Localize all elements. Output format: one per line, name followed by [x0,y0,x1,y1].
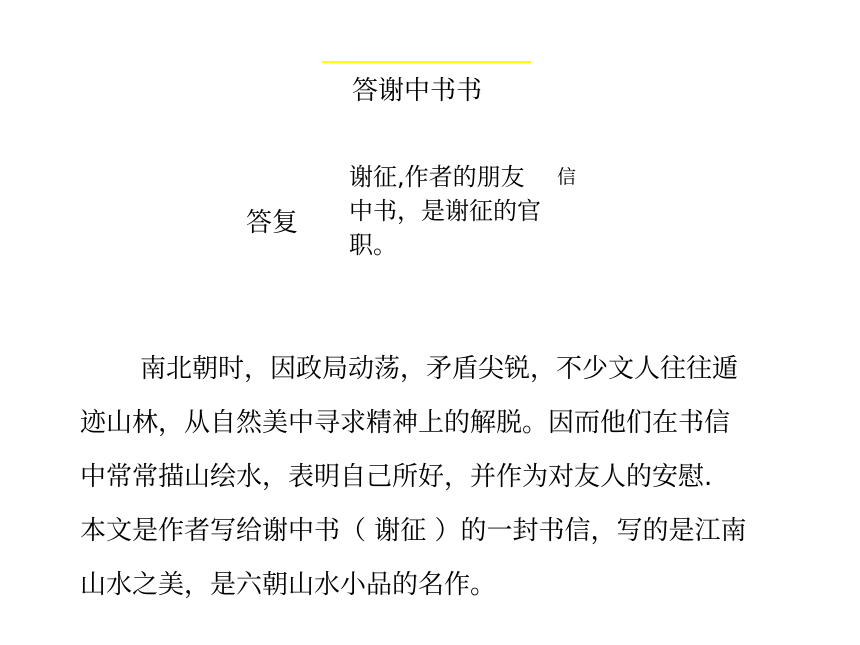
intro-paragraph [80,351,810,621]
annotation-line-1 [349,160,589,194]
annotation-overlap-char: 信 [557,166,577,188]
annotation-line-3: 职。 [349,231,397,259]
paragraph-line-4: 本文是作者写给谢中书（ 谢征 ）的一封书信，写的是江南 [80,516,747,546]
page-title: 答谢中书书 [352,76,483,106]
title-highlight-rule [322,61,531,63]
paragraph-line-3: 中常常描山绘水，表明自己所好，并作为对友人的安慰. [80,462,713,492]
paragraph-line-5: 山水之美，是六朝山水小品的名作。 [80,570,497,600]
paragraph-line-2: 迹山林，从自然美中寻求精神上的解脱。因而他们在书信 [80,408,731,438]
paragraph-line-1: 南北朝时，因政局动荡，矛盾尖锐，不少文人往往遁 [140,354,739,384]
annotation-line-1-text: 谢征,作者的朋友 [349,163,525,191]
annotation-line-2: 中书，是谢征的官 [349,197,541,225]
answer-label: 答复 [246,208,299,238]
title-annotation [349,160,589,262]
